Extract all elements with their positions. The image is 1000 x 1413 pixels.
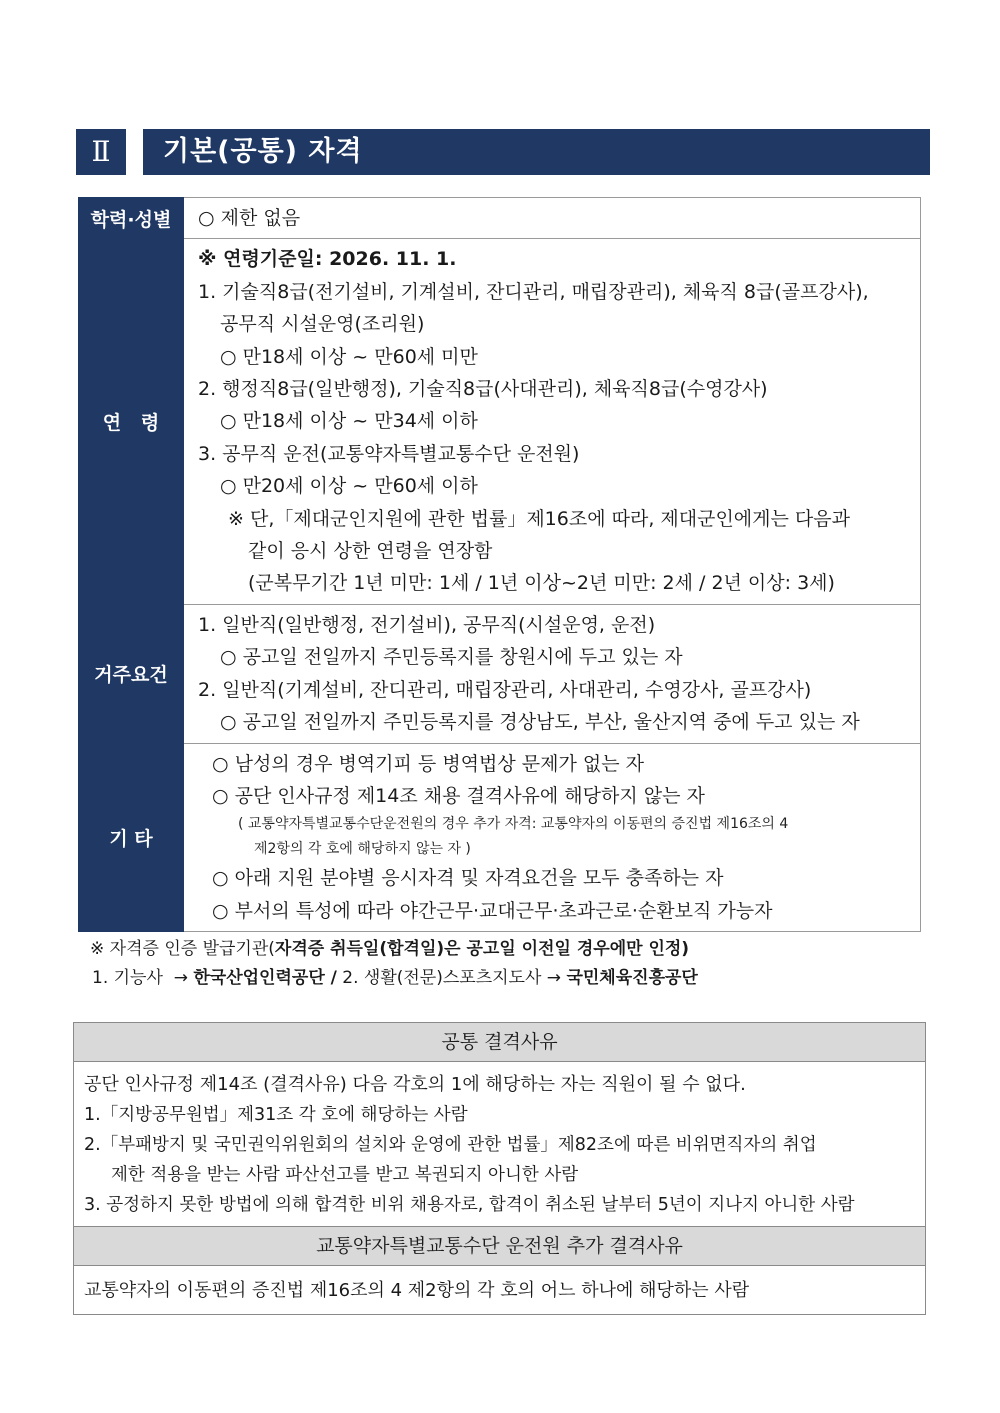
table-row	[74, 1023, 926, 1062]
age-item-2-range: ○ 만18세 이상 ~ 만34세 이하	[220, 410, 478, 433]
table-row	[79, 604, 921, 743]
veteran-note-detail: (군복무기간 1년 미만: 1세 / 1년 이상~2년 미만: 2세 / 2년 이상: 3세)	[248, 572, 835, 595]
residence-item-1: 1. 일반직(일반행정, 전기설비), 공무직(시설운영, 운전)	[198, 613, 656, 636]
disqualification-table	[73, 1022, 926, 1315]
residence-item-2: 2. 일반직(기계설비, 잔디관리, 매립장관리, 사대관리, 수영강사, 골프강사)	[198, 678, 812, 701]
other-line-4: ○ 부서의 특성에 따라 야간근무·교대근무·초과근로·순환보직 가능자	[212, 899, 773, 922]
common-disqual-item-1: 1.「지방공무원법」제31조 각 호에 해당하는 사람	[84, 1105, 468, 1125]
common-disqual-item-2: 2.「부패방지 및 국민권익위원회의 설치와 운영에 관한 법률」제82조에 따른 비위면직자의 취업	[84, 1135, 817, 1155]
section-header	[76, 129, 930, 175]
education-text: ○ 제한 없음	[198, 207, 301, 229]
other-small-note-cont: 제2항의 각 호에 해당하지 않는 자 )	[254, 841, 471, 858]
cert-note	[90, 935, 698, 993]
section-title: 기본(공통) 자격	[143, 129, 930, 175]
age-item-1-range: ○ 만18세 이상 ~ 만60세 미만	[220, 345, 478, 368]
residence-item-1-detail: ○ 공고일 전일까지 주민등록지를 창원시에 두고 있는 자	[220, 646, 683, 669]
table-row	[79, 239, 921, 604]
driver-disqual-header: 교통약자특별교통수단 운전원 추가 결격사유	[74, 1227, 926, 1266]
table-row	[74, 1062, 926, 1227]
other-line-3: ○ 아래 지원 분야별 응시자격 및 자격요건을 모두 충족하는 자	[212, 867, 724, 890]
veteran-note: ※ 단,「제대군인지원에 관한 법률」제16조에 따라, 제대군인에게는 다음과	[228, 507, 850, 530]
table-row	[79, 743, 921, 932]
table-row	[79, 198, 921, 239]
age-item-1: 1. 기술직8급(전기설비, 기계설비, 잔디관리, 매립장관리), 체육직 8급(골프강사),	[198, 280, 869, 303]
veteran-note-cont: 같이 응시 상한 연령을 연장함	[248, 540, 493, 563]
common-disqual-item-2-cont: 제한 적용을 받는 사람 파산선고를 받고 복권되지 아니한 사람	[111, 1165, 579, 1185]
qualification-table	[78, 197, 921, 932]
cert-note-org-1: 한국산업인력공단 /	[193, 968, 337, 988]
driver-disqual-text: 교통약자의 이동편의 증진법 제16조의 4 제2항의 각 호의 어느 하나에 해당하는 사람	[84, 1280, 750, 1301]
cert-note-item-2: 2. 생활(전문)스포츠지도사 →	[336, 968, 567, 988]
cert-note-prefix: ※ 자격증 인증 발급기관(	[90, 939, 275, 959]
age-label: 연 령	[79, 239, 184, 604]
table-row	[74, 1227, 926, 1266]
education-label: 학력·성별	[79, 198, 184, 239]
section-number: Ⅱ	[76, 129, 126, 175]
other-line-1: ○ 남성의 경우 병역기피 등 병역법상 문제가 없는 자	[212, 752, 644, 775]
residence-label: 거주요건	[79, 604, 184, 743]
age-base-date: ※ 연령기준일: 2026. 11. 1.	[198, 248, 457, 271]
age-item-2: 2. 행정직8급(일반행정), 기술직8급(사대관리), 체육직8급(수영강사)	[198, 378, 768, 401]
residence-item-2-detail: ○ 공고일 전일까지 주민등록지를 경상남도, 부산, 울산지역 중에 두고 있는 자	[220, 711, 860, 734]
age-item-1-cont: 공무직 시설운영(조리원)	[220, 313, 425, 336]
cert-note-bold: 자격증 취득일(합격일)은 공고일 이전일 경우에만 인정)	[274, 939, 690, 959]
other-label: 기 타	[79, 743, 184, 932]
other-line-2: ○ 공단 인사규정 제14조 채용 결격사유에 해당하지 않는 자	[212, 784, 705, 807]
age-item-3: 3. 공무직 운전(교통약자특별교통수단 운전원)	[198, 442, 580, 465]
common-disqual-intro: 공단 인사규정 제14조 (결격사유) 다음 각호의 1에 해당하는 자는 직원이 될 수 없다.	[84, 1074, 746, 1095]
other-small-note: ( 교통약자특별교통수단운전원의 경우 추가 자격: 교통약자의 이동편의 증진법 제16조의 4	[238, 816, 789, 833]
table-row	[74, 1266, 926, 1315]
age-item-3-range: ○ 만20세 이상 ~ 만60세 이하	[220, 475, 478, 498]
common-disqual-header: 공통 결격사유	[74, 1023, 926, 1062]
cert-note-org-2: 국민체육진흥공단	[566, 968, 698, 988]
common-disqual-item-3: 3. 공정하지 못한 방법에 의해 합격한 비위 채용자로, 합격이 취소된 날부터 5년이 지나지 아니한 사람	[84, 1195, 855, 1215]
cert-note-item-1: 1. 기능사 →	[92, 968, 194, 988]
